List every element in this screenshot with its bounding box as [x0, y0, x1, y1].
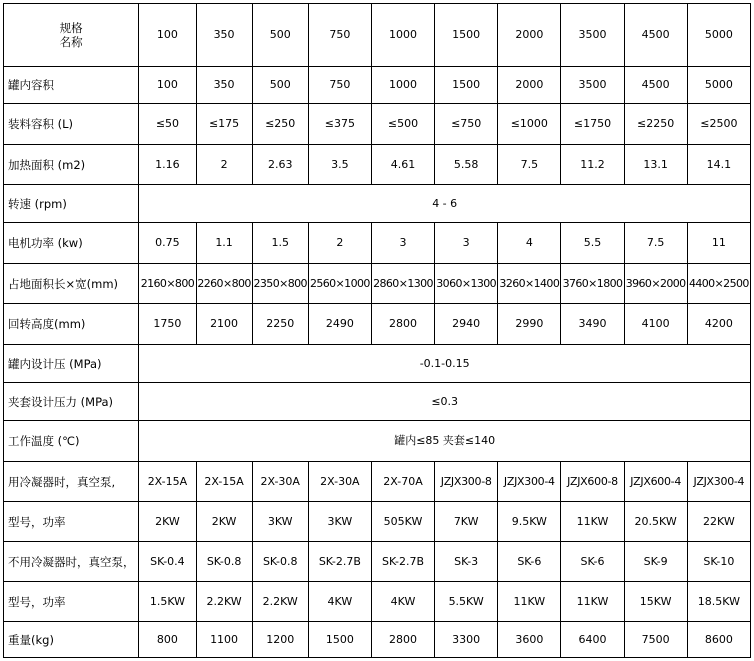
value-cell: 3760×1800: [561, 264, 624, 304]
value-cell: 7.5: [498, 145, 561, 185]
value-cell: 2940: [435, 304, 498, 345]
value-cell: 2X-30A: [252, 462, 308, 502]
value-cell: 6400: [561, 622, 624, 658]
value-cell: SK-2.7B: [371, 542, 434, 582]
value-cell: 1.5KW: [139, 582, 196, 622]
value-cell: 18.5KW: [687, 582, 750, 622]
value-cell: 2800: [371, 622, 434, 658]
value-cell: 3060×1300: [435, 264, 498, 304]
value-cell: 2100: [196, 304, 252, 345]
value-cell: 2860×1300: [371, 264, 434, 304]
header-spec-cell: 3500: [561, 4, 624, 67]
header-label-cell: [4, 4, 139, 67]
value-cell: 13.1: [624, 145, 687, 185]
value-cell: 5.5KW: [435, 582, 498, 622]
value-cell: 1.5: [252, 223, 308, 264]
table-row: [4, 304, 751, 345]
value-cell: 11: [687, 223, 750, 264]
header-label-spec: 规格: [59, 21, 83, 35]
table-row: [4, 421, 751, 462]
value-cell: ≤2250: [624, 104, 687, 145]
value-cell: ≤50: [139, 104, 196, 145]
value-cell: 11.2: [561, 145, 624, 185]
value-cell: 750: [308, 67, 371, 104]
value-cell: ≤1750: [561, 104, 624, 145]
header-spec-cell: 750: [308, 4, 371, 67]
table-row: [4, 67, 751, 104]
value-cell: 2X-70A: [371, 462, 434, 502]
value-cell: 1000: [371, 67, 434, 104]
value-cell: 2250: [252, 304, 308, 345]
merged-value-cell: ≤0.3: [139, 383, 751, 421]
value-cell: 5000: [687, 67, 750, 104]
value-cell: 800: [139, 622, 196, 658]
value-cell: 1100: [196, 622, 252, 658]
value-cell: 2160×800: [139, 264, 196, 304]
value-cell: JZJX300-4: [687, 462, 750, 502]
header-spec-cell: 1500: [435, 4, 498, 67]
row-label-cell: 用冷凝器时，真空泵,: [4, 462, 139, 502]
value-cell: 22KW: [687, 502, 750, 542]
value-cell: 4200: [687, 304, 750, 345]
value-cell: 350: [196, 67, 252, 104]
row-label-cell: 罐内设计压 (MPa): [4, 345, 139, 383]
value-cell: 2: [308, 223, 371, 264]
value-cell: 2X-15A: [196, 462, 252, 502]
value-cell: 3.5: [308, 145, 371, 185]
value-cell: 1.1: [196, 223, 252, 264]
value-cell: 3KW: [308, 502, 371, 542]
value-cell: 2: [196, 145, 252, 185]
row-label-cell: 工作温度 (℃): [4, 421, 139, 462]
row-label-cell: 回转高度(mm): [4, 304, 139, 345]
merged-value-cell: -0.1-0.15: [139, 345, 751, 383]
value-cell: JZJX300-8: [435, 462, 498, 502]
row-label-cell: 装料容积 (L): [4, 104, 139, 145]
row-label-cell: 加热面积 (m2): [4, 145, 139, 185]
value-cell: JZJX300-4: [498, 462, 561, 502]
value-cell: 1500: [308, 622, 371, 658]
value-cell: ≤250: [252, 104, 308, 145]
value-cell: 2350×800: [252, 264, 308, 304]
table-row: [4, 223, 751, 264]
row-label-cell: 转速 (rpm): [4, 185, 139, 223]
value-cell: 4: [498, 223, 561, 264]
table-row: [4, 185, 751, 223]
merged-value-cell: 4 - 6: [139, 185, 751, 223]
value-cell: 2.63: [252, 145, 308, 185]
row-label-cell: 不用冷凝器时，真空泵，: [4, 542, 139, 582]
row-label-cell: 型号，功率: [4, 582, 139, 622]
value-cell: 2X-30A: [308, 462, 371, 502]
header-spec-cell: 100: [139, 4, 196, 67]
value-cell: 7KW: [435, 502, 498, 542]
value-cell: 505KW: [371, 502, 434, 542]
value-cell: 2X-15A: [139, 462, 196, 502]
table-row: [4, 622, 751, 658]
value-cell: 5.58: [435, 145, 498, 185]
value-cell: 2.2KW: [252, 582, 308, 622]
value-cell: JZJX600-8: [561, 462, 624, 502]
value-cell: ≤375: [308, 104, 371, 145]
value-cell: 2KW: [196, 502, 252, 542]
row-label-cell: 电机功率 (kw): [4, 223, 139, 264]
value-cell: SK-0.8: [196, 542, 252, 582]
row-label-cell: 占地面积长×宽(mm): [4, 264, 139, 304]
value-cell: SK-0.4: [139, 542, 196, 582]
value-cell: 11KW: [561, 582, 624, 622]
value-cell: 7500: [624, 622, 687, 658]
table-row: [4, 345, 751, 383]
value-cell: SK-6: [498, 542, 561, 582]
value-cell: 3960×2000: [624, 264, 687, 304]
table-row: [4, 582, 751, 622]
header-row: [4, 4, 751, 67]
value-cell: SK-9: [624, 542, 687, 582]
value-cell: 2490: [308, 304, 371, 345]
value-cell: 3500: [561, 67, 624, 104]
spec-table: [3, 3, 751, 658]
header-spec-cell: 350: [196, 4, 252, 67]
table-row: [4, 264, 751, 304]
row-label-cell: 罐内容积: [4, 67, 139, 104]
value-cell: 3600: [498, 622, 561, 658]
merged-value-cell: 罐内≤85 夹套≤140: [139, 421, 751, 462]
value-cell: 2000: [498, 67, 561, 104]
value-cell: 1750: [139, 304, 196, 345]
value-cell: 15KW: [624, 582, 687, 622]
row-label-cell: 夹套设计压力 (MPa): [4, 383, 139, 421]
header-spec-cell: 5000: [687, 4, 750, 67]
value-cell: 2800: [371, 304, 434, 345]
value-cell: SK-10: [687, 542, 750, 582]
value-cell: 4400×2500: [687, 264, 750, 304]
value-cell: 5.5: [561, 223, 624, 264]
value-cell: 4KW: [308, 582, 371, 622]
value-cell: ≤500: [371, 104, 434, 145]
value-cell: 100: [139, 67, 196, 104]
value-cell: 11KW: [498, 582, 561, 622]
header-spec-cell: 2000: [498, 4, 561, 67]
value-cell: 9.5KW: [498, 502, 561, 542]
value-cell: ≤750: [435, 104, 498, 145]
value-cell: 20.5KW: [624, 502, 687, 542]
value-cell: 4KW: [371, 582, 434, 622]
table-row: [4, 542, 751, 582]
value-cell: 11KW: [561, 502, 624, 542]
value-cell: 1200: [252, 622, 308, 658]
row-label-cell: 重量(kg): [4, 622, 139, 658]
value-cell: 4500: [624, 67, 687, 104]
header-spec-cell: 500: [252, 4, 308, 67]
value-cell: 2990: [498, 304, 561, 345]
value-cell: 8600: [687, 622, 750, 658]
value-cell: 4100: [624, 304, 687, 345]
table-row: [4, 145, 751, 185]
table-row: [4, 383, 751, 421]
value-cell: 2.2KW: [196, 582, 252, 622]
value-cell: SK-3: [435, 542, 498, 582]
value-cell: 3260×1400: [498, 264, 561, 304]
row-label-cell: 型号，功率: [4, 502, 139, 542]
value-cell: JZJX600-4: [624, 462, 687, 502]
value-cell: 500: [252, 67, 308, 104]
value-cell: 3490: [561, 304, 624, 345]
header-spec-cell: 4500: [624, 4, 687, 67]
value-cell: 7.5: [624, 223, 687, 264]
value-cell: ≤2500: [687, 104, 750, 145]
value-cell: 2560×1000: [308, 264, 371, 304]
value-cell: 3: [435, 223, 498, 264]
table-row: [4, 104, 751, 145]
table-row: [4, 462, 751, 502]
header-spec-cell: 1000: [371, 4, 434, 67]
table-row: [4, 502, 751, 542]
value-cell: 2KW: [139, 502, 196, 542]
value-cell: 1500: [435, 67, 498, 104]
value-cell: 3: [371, 223, 434, 264]
value-cell: 1.16: [139, 145, 196, 185]
value-cell: 3300: [435, 622, 498, 658]
value-cell: SK-6: [561, 542, 624, 582]
header-label-name: 名称: [59, 35, 83, 49]
value-cell: 0.75: [139, 223, 196, 264]
value-cell: 14.1: [687, 145, 750, 185]
value-cell: SK-0.8: [252, 542, 308, 582]
value-cell: SK-2.7B: [308, 542, 371, 582]
value-cell: ≤175: [196, 104, 252, 145]
value-cell: 2260×800: [196, 264, 252, 304]
value-cell: 4.61: [371, 145, 434, 185]
value-cell: ≤1000: [498, 104, 561, 145]
value-cell: 3KW: [252, 502, 308, 542]
